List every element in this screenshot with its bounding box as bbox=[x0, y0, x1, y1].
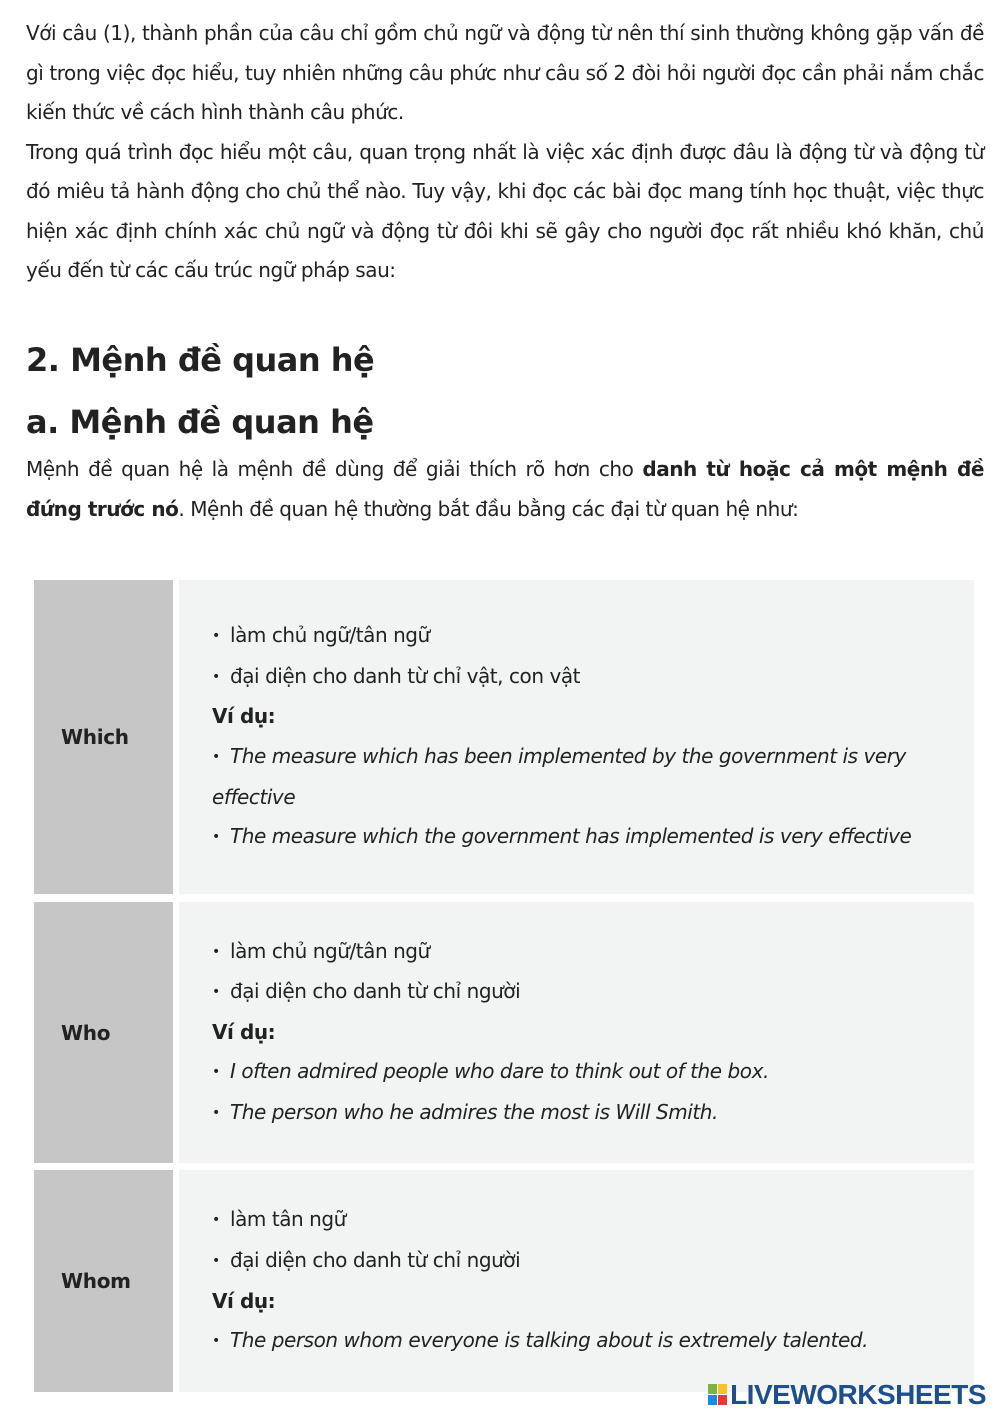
usage-point bbox=[212, 616, 948, 657]
example-text: The measure which the government has implemented is very effective bbox=[230, 824, 912, 849]
bullet: • bbox=[212, 668, 220, 685]
usage-point bbox=[212, 972, 948, 1013]
description-cell bbox=[179, 580, 974, 894]
example-text: The person who he admires the most is Will Smith. bbox=[230, 1099, 718, 1124]
usage-point-text: đại diện cho danh từ chỉ người bbox=[230, 979, 521, 1004]
liveworksheets-logo-icon bbox=[708, 1384, 728, 1406]
bullet: • bbox=[212, 749, 220, 765]
intro-section bbox=[26, 14, 984, 291]
example-label: Ví dụ: bbox=[212, 1288, 276, 1313]
definition-paragraph bbox=[26, 450, 984, 529]
bullet: • bbox=[212, 628, 220, 645]
usage-point-text: đại diện cho danh từ chỉ người bbox=[230, 1247, 521, 1272]
usage-point bbox=[212, 1200, 948, 1241]
bullet: • bbox=[212, 1104, 220, 1121]
example-text: The person whom everyone is talking about is extremely talented. bbox=[230, 1328, 868, 1353]
usage-point-text: làm tân ngữ bbox=[230, 1207, 346, 1232]
definition-text-after: . Mệnh đề quan hệ thường bắt đầu bằng các đại từ quan hệ như: bbox=[178, 496, 799, 521]
subsection-heading: a. Mệnh đề quan hệ bbox=[26, 403, 374, 441]
table-row-whom bbox=[34, 1170, 974, 1392]
bullet: • bbox=[212, 1212, 220, 1229]
section-heading: 2. Mệnh đề quan hệ bbox=[26, 341, 375, 379]
table-row-who bbox=[34, 902, 974, 1163]
definition-text-before: Mệnh đề quan hệ là mệnh đề dùng để giải thích rõ hơn cho bbox=[26, 457, 643, 481]
example-sentence bbox=[212, 817, 948, 858]
example-sentence bbox=[212, 1321, 948, 1362]
intro-paragraph-1: Với câu (1), thành phần của câu chỉ gồm chủ ngữ và động từ nên thí sinh thường không gặp vấn đề gì trong việc đọc hiểu, tuy nhiên những câu phức như câu số 2 đòi hỏi người đọc cần phải nắm chắc kiến thức về cách hình thành câu phức. bbox=[26, 21, 984, 124]
usage-point bbox=[212, 1241, 948, 1282]
liveworksheets-watermark bbox=[708, 1380, 986, 1410]
bullet: • bbox=[212, 984, 220, 1001]
example-sentence bbox=[212, 737, 948, 817]
term-cell: Whom bbox=[34, 1170, 173, 1392]
definition-bold-text: danh từ hoặc cả một mệnh đề đứng trước nó bbox=[26, 457, 984, 521]
bullet: • bbox=[212, 1333, 220, 1350]
example-label: Ví dụ: bbox=[212, 704, 276, 729]
bullet: • bbox=[212, 1252, 220, 1269]
term-cell: Who bbox=[34, 902, 173, 1163]
usage-point-text: đại diện cho danh từ chỉ vật, con vật bbox=[230, 663, 581, 688]
description-cell bbox=[179, 902, 974, 1163]
description-cell bbox=[179, 1170, 974, 1392]
usage-point-text: làm chủ ngữ/tân ngữ bbox=[230, 623, 430, 648]
example-label: Ví dụ: bbox=[212, 1019, 276, 1044]
example-sentence bbox=[212, 1093, 948, 1134]
bullet: • bbox=[212, 943, 220, 960]
table-row-which bbox=[34, 580, 974, 894]
example-text: The measure which has been implemented by the government is very effective bbox=[212, 744, 906, 809]
usage-point-text: làm chủ ngữ/tân ngữ bbox=[230, 938, 430, 963]
bullet: • bbox=[212, 829, 220, 846]
bullet: • bbox=[212, 1064, 220, 1081]
example-text: I often admired people who dare to think out of the box. bbox=[230, 1059, 769, 1084]
term-cell: Which bbox=[34, 580, 173, 894]
intro-paragraph-2: Trong quá trình đọc hiểu một câu, quan trọng nhất là việc xác định được đâu là động từ và động từ đó miêu tả hành động cho chủ thể nào. Tuy vậy, khi đọc các bài đọc mang tính học thuật, việc thực hiện xác định chính xác chủ ngữ và động từ đôi khi sẽ gây cho người đọc rất nhiều khó khăn, chủ yếu đến từ các cấu trúc ngữ pháp sau: bbox=[26, 139, 984, 282]
watermark-text: LIVEWORKSHEETS bbox=[730, 1379, 986, 1410]
usage-point bbox=[212, 657, 948, 698]
usage-point bbox=[212, 932, 948, 973]
example-sentence bbox=[212, 1052, 948, 1093]
